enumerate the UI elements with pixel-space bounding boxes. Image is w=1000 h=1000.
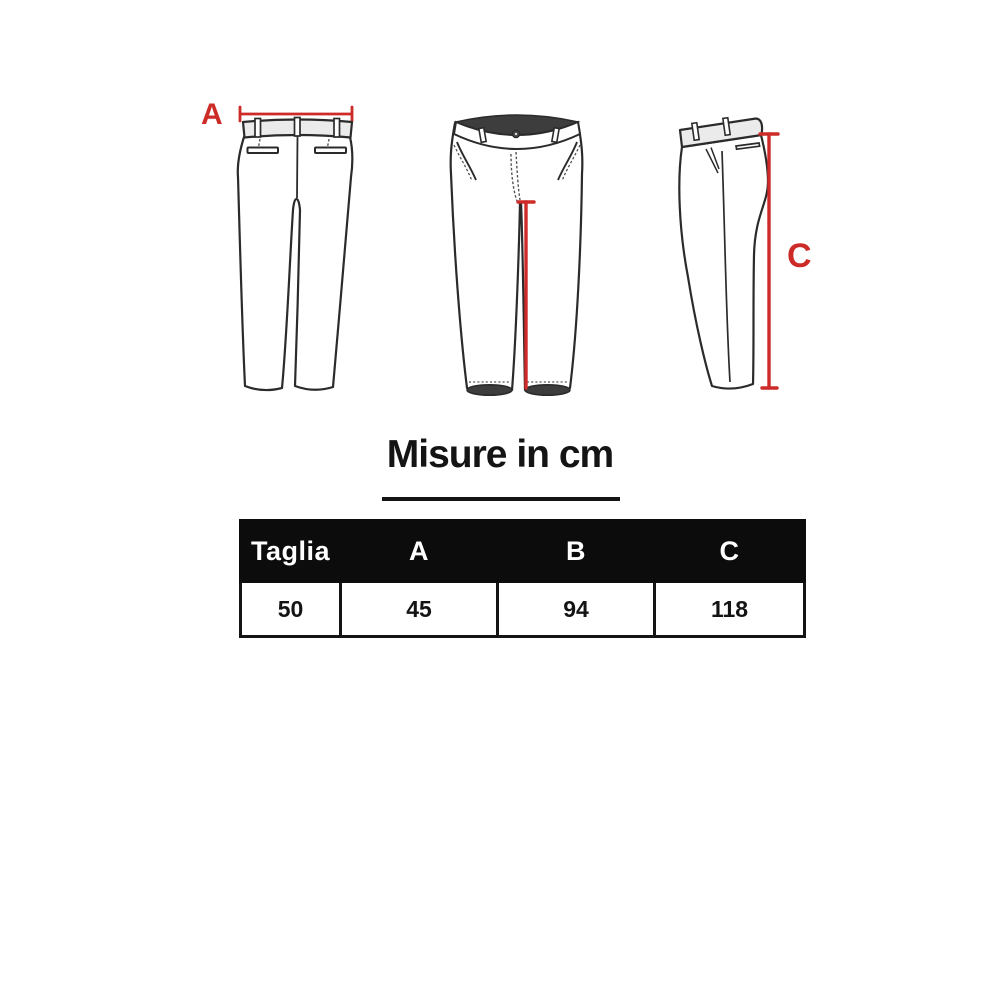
size-table-row: [241, 582, 805, 637]
pants-back-body: [238, 135, 353, 391]
pants-front-body: [451, 120, 583, 392]
back-center-seam: [297, 136, 298, 198]
cell-b: 94: [498, 582, 655, 637]
column-header-taglia: Taglia: [241, 521, 341, 582]
column-header-b: B: [498, 521, 655, 582]
measure-label-a: A: [201, 98, 223, 131]
cell-a: 45: [341, 582, 498, 637]
size-table-header-row: [241, 521, 805, 582]
title-divider: [382, 497, 620, 501]
cell-taglia: 50: [241, 582, 341, 637]
pants-front-view-illustration: [440, 100, 620, 410]
pants-back-view-illustration: [190, 95, 370, 405]
measure-label-c: C: [787, 237, 812, 275]
waist-button: [512, 130, 519, 137]
pants-side-body: [679, 135, 768, 389]
hem-openings: [467, 385, 570, 395]
cell-c: 118: [655, 582, 805, 637]
size-table: [239, 519, 803, 638]
column-header-c: C: [655, 521, 805, 582]
column-header-a: A: [341, 521, 498, 582]
page-title: Misure in cm: [386, 433, 614, 476]
pants-side-view-illustration: [650, 95, 830, 405]
